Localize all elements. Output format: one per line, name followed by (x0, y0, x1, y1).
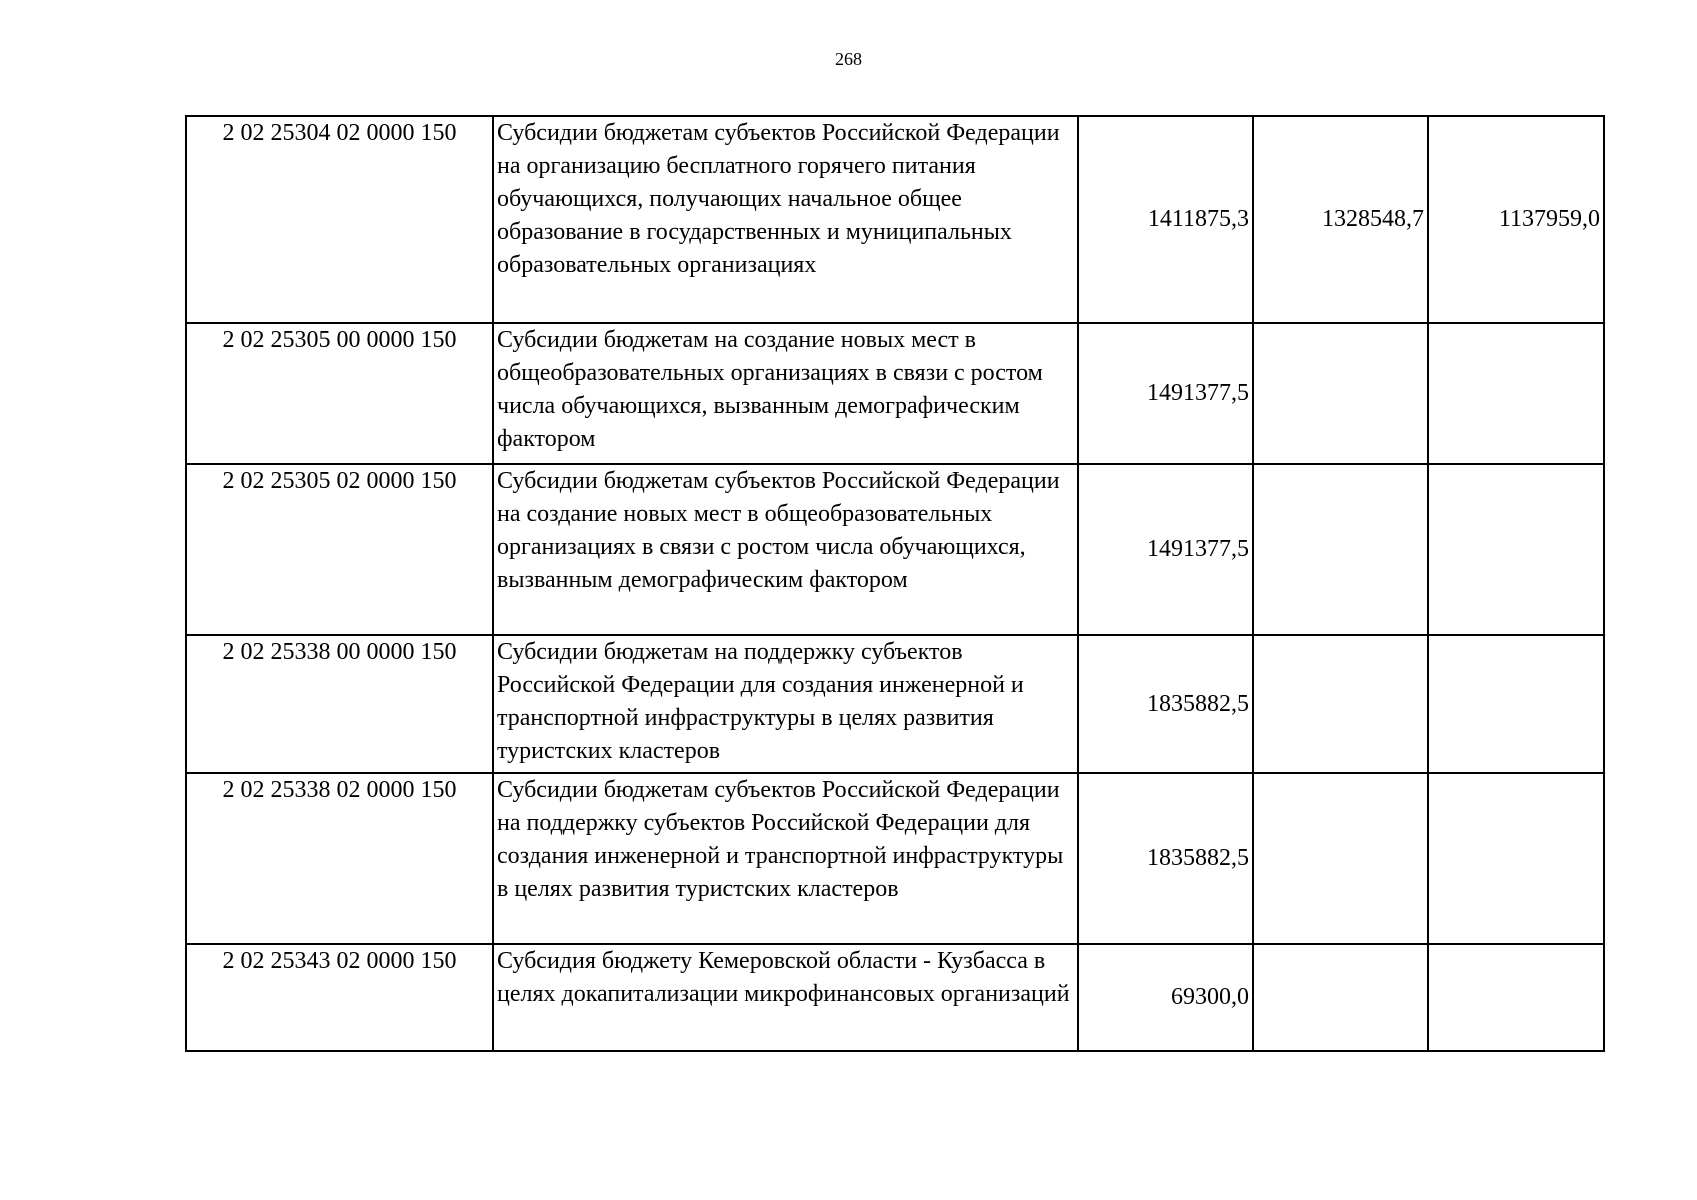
amount-year-1-cell: 69300,0 (1078, 944, 1253, 1051)
amount-year-2-cell (1253, 323, 1428, 464)
revenue-name-cell: Субсидии бюджетам на создание новых мест в общеобразовательных организациях в связи с ростом числа обучающихся, вызванным демографическим фактором (493, 323, 1078, 464)
amount-year-2-cell (1253, 944, 1428, 1051)
amount-year-3-cell (1428, 323, 1604, 464)
table-row (186, 464, 1604, 635)
revenue-name-cell: Субсидии бюджетам субъектов Российской Федерации на поддержку субъектов Российской Федерации для создания инженерной и транспортной инфраструктуры в целях развития туристских кластеров (493, 773, 1078, 944)
budget-code-cell: 2 02 25338 00 0000 150 (186, 635, 493, 773)
budget-code-cell: 2 02 25305 00 0000 150 (186, 323, 493, 464)
revenue-name-cell: Субсидии бюджетам субъектов Российской Федерации на создание новых мест в общеобразовательных организациях в связи с ростом числа обучающихся, вызванным демографическим фактором (493, 464, 1078, 635)
amount-year-3-cell (1428, 635, 1604, 773)
amount-year-1-cell: 1411875,3 (1078, 116, 1253, 323)
amount-year-3-cell (1428, 464, 1604, 635)
amount-year-1-cell: 1491377,5 (1078, 323, 1253, 464)
amount-year-3-cell (1428, 944, 1604, 1051)
amount-year-1-cell: 1835882,5 (1078, 635, 1253, 773)
budget-code-cell: 2 02 25343 02 0000 150 (186, 944, 493, 1051)
amount-year-2-cell (1253, 635, 1428, 773)
budget-revenue-table (185, 115, 1605, 1052)
table-row (186, 116, 1604, 323)
revenue-name-cell: Субсидия бюджету Кемеровской области - Кузбасса в целях докапитализации микрофинансовых организаций (493, 944, 1078, 1051)
amount-year-2-cell (1253, 464, 1428, 635)
table-row (186, 773, 1604, 944)
amount-year-3-cell: 1137959,0 (1428, 116, 1604, 323)
amount-year-2-cell: 1328548,7 (1253, 116, 1428, 323)
table-row (186, 944, 1604, 1051)
budget-code-cell: 2 02 25305 02 0000 150 (186, 464, 493, 635)
table-row (186, 635, 1604, 773)
table-row (186, 323, 1604, 464)
page-number: 268 (835, 49, 862, 69)
budget-code-cell: 2 02 25304 02 0000 150 (186, 116, 493, 323)
amount-year-3-cell (1428, 773, 1604, 944)
revenue-name-cell: Субсидии бюджетам на поддержку субъектов Российской Федерации для создания инженерной и транспортной инфраструктуры в целях развития туристских кластеров (493, 635, 1078, 773)
amount-year-1-cell: 1491377,5 (1078, 464, 1253, 635)
budget-code-cell: 2 02 25338 02 0000 150 (186, 773, 493, 944)
amount-year-2-cell (1253, 773, 1428, 944)
amount-year-1-cell: 1835882,5 (1078, 773, 1253, 944)
revenue-name-cell: Субсидии бюджетам субъектов Российской Федерации на организацию бесплатного горячего питания обучающихся, получающих начальное общее образование в государственных и муниципальных образовательных организациях (493, 116, 1078, 323)
